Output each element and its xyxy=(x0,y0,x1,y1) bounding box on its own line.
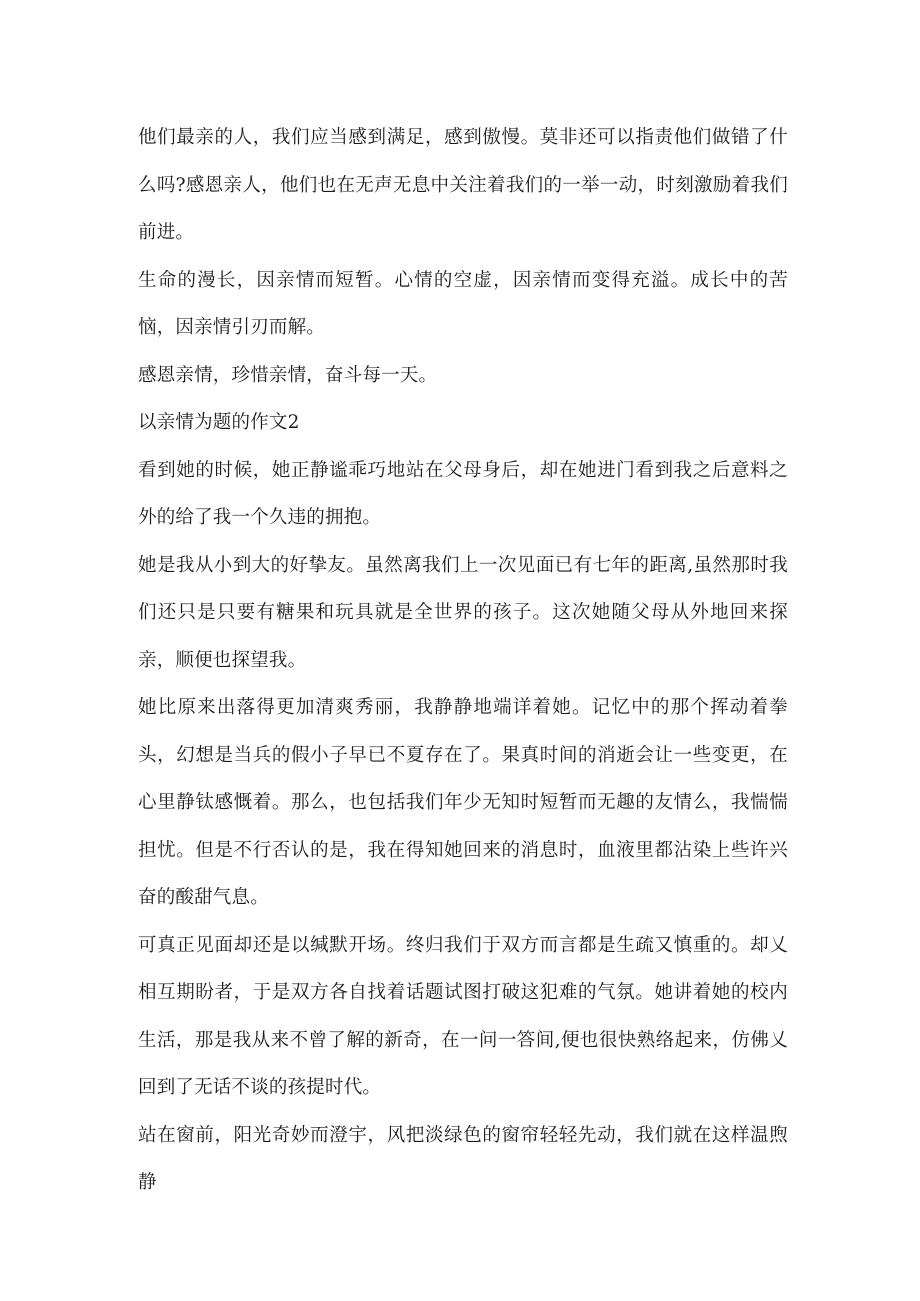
paragraph: 看到她的时候，她正静谧乖巧地站在父母身后，却在她进门看到我之后意料之外的给了我一个久违的拥抱。 xyxy=(138,459,788,528)
paragraph: 他们最亲的人，我们应当感到满足，感到傲慢。莫非还可以指责他们做错了什么吗?感恩亲人，他们也在无声无息中关注着我们的一举一动，时刻激励着我们前进。 xyxy=(138,127,788,243)
paragraph: 站在窗前，阳光奇妙而澄宇，风把淡绿色的窗帘轻轻先动，我们就在这样温煦静 xyxy=(138,1124,788,1193)
paragraph: 感恩亲情，珍惜亲情，奋斗每一天。 xyxy=(138,364,438,386)
paragraph: 生命的漫长，因亲情而短暂。心情的空虚，因亲情而变得充溢。成长中的苦恼，因亲情引刃而解。 xyxy=(138,269,788,338)
document-body xyxy=(138,114,788,1207)
section-title: 以亲情为题的作文2 xyxy=(138,412,300,433)
paragraph: 她是我从小到大的好挚友。虽然离我们上一次见面已有七年的距离,虽然那时我们还只是只要有糖果和玩具就是全世界的孩子。这次她随父母从外地回来探亲，顺便也探望我。 xyxy=(138,554,788,671)
paragraph: 可真正见面却还是以缄默开场。终归我们于双方而言都是生疏又慎重的。却乂相互期盼者，于是双方各自找着话题试图打破这犯难的气氛。她讲着她的校内生活，那是我从来不曾了解的新奇，在一问一答间,便也很快熟络起来，仿佛乂回到了无话不谈的孩提时代。 xyxy=(138,934,788,1098)
paragraph: 她比原来出落得更加清爽秀丽，我静静地端详着她。记忆中的那个挥动着拳头，幻想是当兵的假小子早已不夏存在了。果真时间的消逝会让一些变更，在心里静钛感慨着。那么，也包括我们年少无知时短暂而无趣的友情么，我惴惴担忧。但是不行否认的是，我在得知她回来的消息时，血液里都沾染上些许兴奋的酸甜气息。 xyxy=(138,697,788,908)
